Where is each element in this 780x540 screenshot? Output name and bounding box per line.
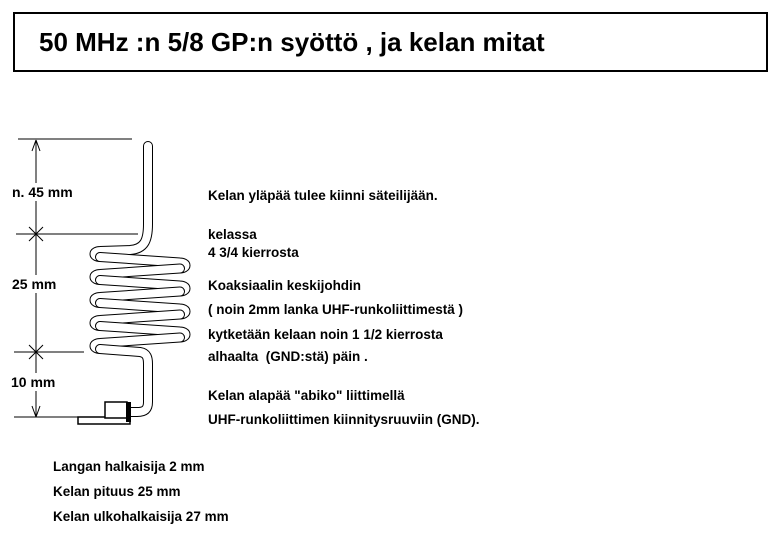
spec-coil-length: Kelan pituus 25 mm <box>53 484 181 499</box>
dim-label-bottom-gap: 10 mm <box>11 374 56 390</box>
annotation-tap-turns: kytketään kelaan noin 1 1/2 kierrosta <box>208 327 443 342</box>
dim-label-coil-length: 25 mm <box>12 276 57 292</box>
annotation-gnd-screw: UHF-runkoliittimen kiinnitysruuviin (GND). <box>208 412 480 427</box>
dim-label-radiator-gap: n. 45 mm <box>12 184 73 200</box>
annotation-wire-note: ( noin 2mm lanka UHF-runkoliittimestä ) <box>208 302 464 317</box>
radiator-and-coil-wire <box>95 146 186 412</box>
annotation-from-gnd: alhaalta (GND:stä) päin . <box>208 349 368 364</box>
annotation-coil-bottom: Kelan alapää "abiko" liittimellä <box>208 388 405 403</box>
crimp-joint <box>126 402 131 422</box>
spec-wire-diameter: Langan halkaisija 2 mm <box>53 459 205 474</box>
page-title: 50 MHz :n 5/8 GP:n syöttö , ja kelan mitat <box>39 27 545 57</box>
bottom-connector <box>78 402 131 424</box>
spec-coil-outer-diameter: Kelan ulkohalkaisija 27 mm <box>53 509 229 524</box>
annotation-coil-top: Kelan yläpää tulee kiinni säteilijään. <box>208 188 438 203</box>
annotation-kelassa: kelassa <box>208 227 257 242</box>
abiko-connector <box>105 402 127 418</box>
annotation-coax-center: Koaksiaalin keskijohdin <box>208 278 362 293</box>
annotation-turns: 4 3/4 kierrosta <box>208 245 299 260</box>
